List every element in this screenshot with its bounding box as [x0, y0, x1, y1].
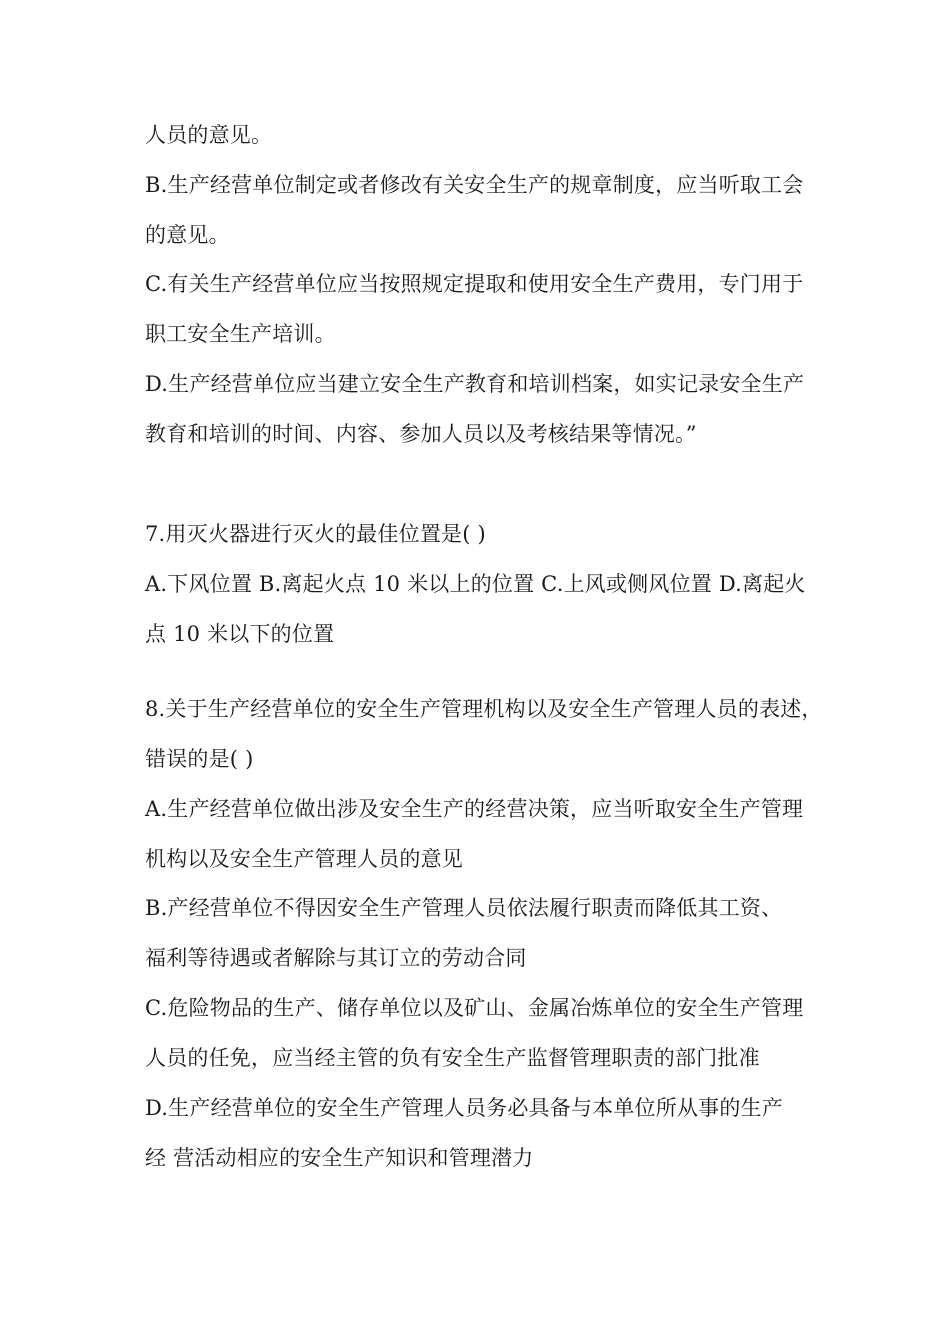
question-8-stem-line1: 8.关于生产经营单位的安全生产管理机构以及安全生产管理人员的表述，: [145, 697, 823, 721]
question-7-options-line2: 点 10 米以下的位置: [145, 622, 335, 646]
question-8-option-b-line1: B.产经营单位不得因安全生产管理人员依法履行职责而降低其工资、: [145, 896, 783, 920]
question-8-option-a-line1: A.生产经营单位做出涉及安全生产的经营决策，应当听取安全生产管理: [145, 797, 804, 821]
prev-option-d-line1: D.生产经营单位应当建立安全生产教育和培训档案，如实记录安全生产: [145, 372, 805, 396]
question-8-option-c-line1: C.危险物品的生产、储存单位以及矿山、金属冶炼单位的安全生产管理: [145, 996, 804, 1020]
prev-option-b-line1: B.生产经营单位制定或者修改有关安全生产的规章制度，应当听取工会: [145, 173, 804, 197]
question-7-stem: 7.用灭火器进行灭火的最佳位置是( ): [145, 522, 486, 546]
question-8-option-d-line1: D.生产经营单位的安全生产管理人员务必具备与本单位所从事的生产: [145, 1096, 783, 1120]
question-8-stem-line2: 错误的是( ): [145, 747, 254, 771]
prev-option-c-line1: C.有关生产经营单位应当按照规定提取和使用安全生产费用，专门用于: [145, 272, 804, 296]
question-8-option-c-line2: 人员的任免，应当经主管的负有安全生产监督管理职责的部门批准: [145, 1046, 760, 1070]
question-8-option-d-line2: 经 营活动相应的安全生产知识和管理潜力: [145, 1146, 534, 1170]
prev-option-b-line2: 的意见。: [145, 223, 230, 247]
prev-option-d-line2: 教育和培训的时间、内容、参加人员以及考核结果等情况。”: [145, 422, 697, 446]
prev-option-c-line2: 职工安全生产培训。: [145, 322, 336, 346]
question-8-option-b-line2: 福利等待遇或者解除与其订立的劳动合同: [145, 946, 527, 970]
question-7-options-line1: A.下风位置 B.离起火点 10 米以上的位置 C.上风或侧风位置 D.离起火: [145, 572, 806, 596]
prev-option-a-tail: 人员的意见。: [145, 123, 273, 147]
question-8-option-a-line2: 机构以及安全生产管理人员的意见: [145, 847, 463, 871]
